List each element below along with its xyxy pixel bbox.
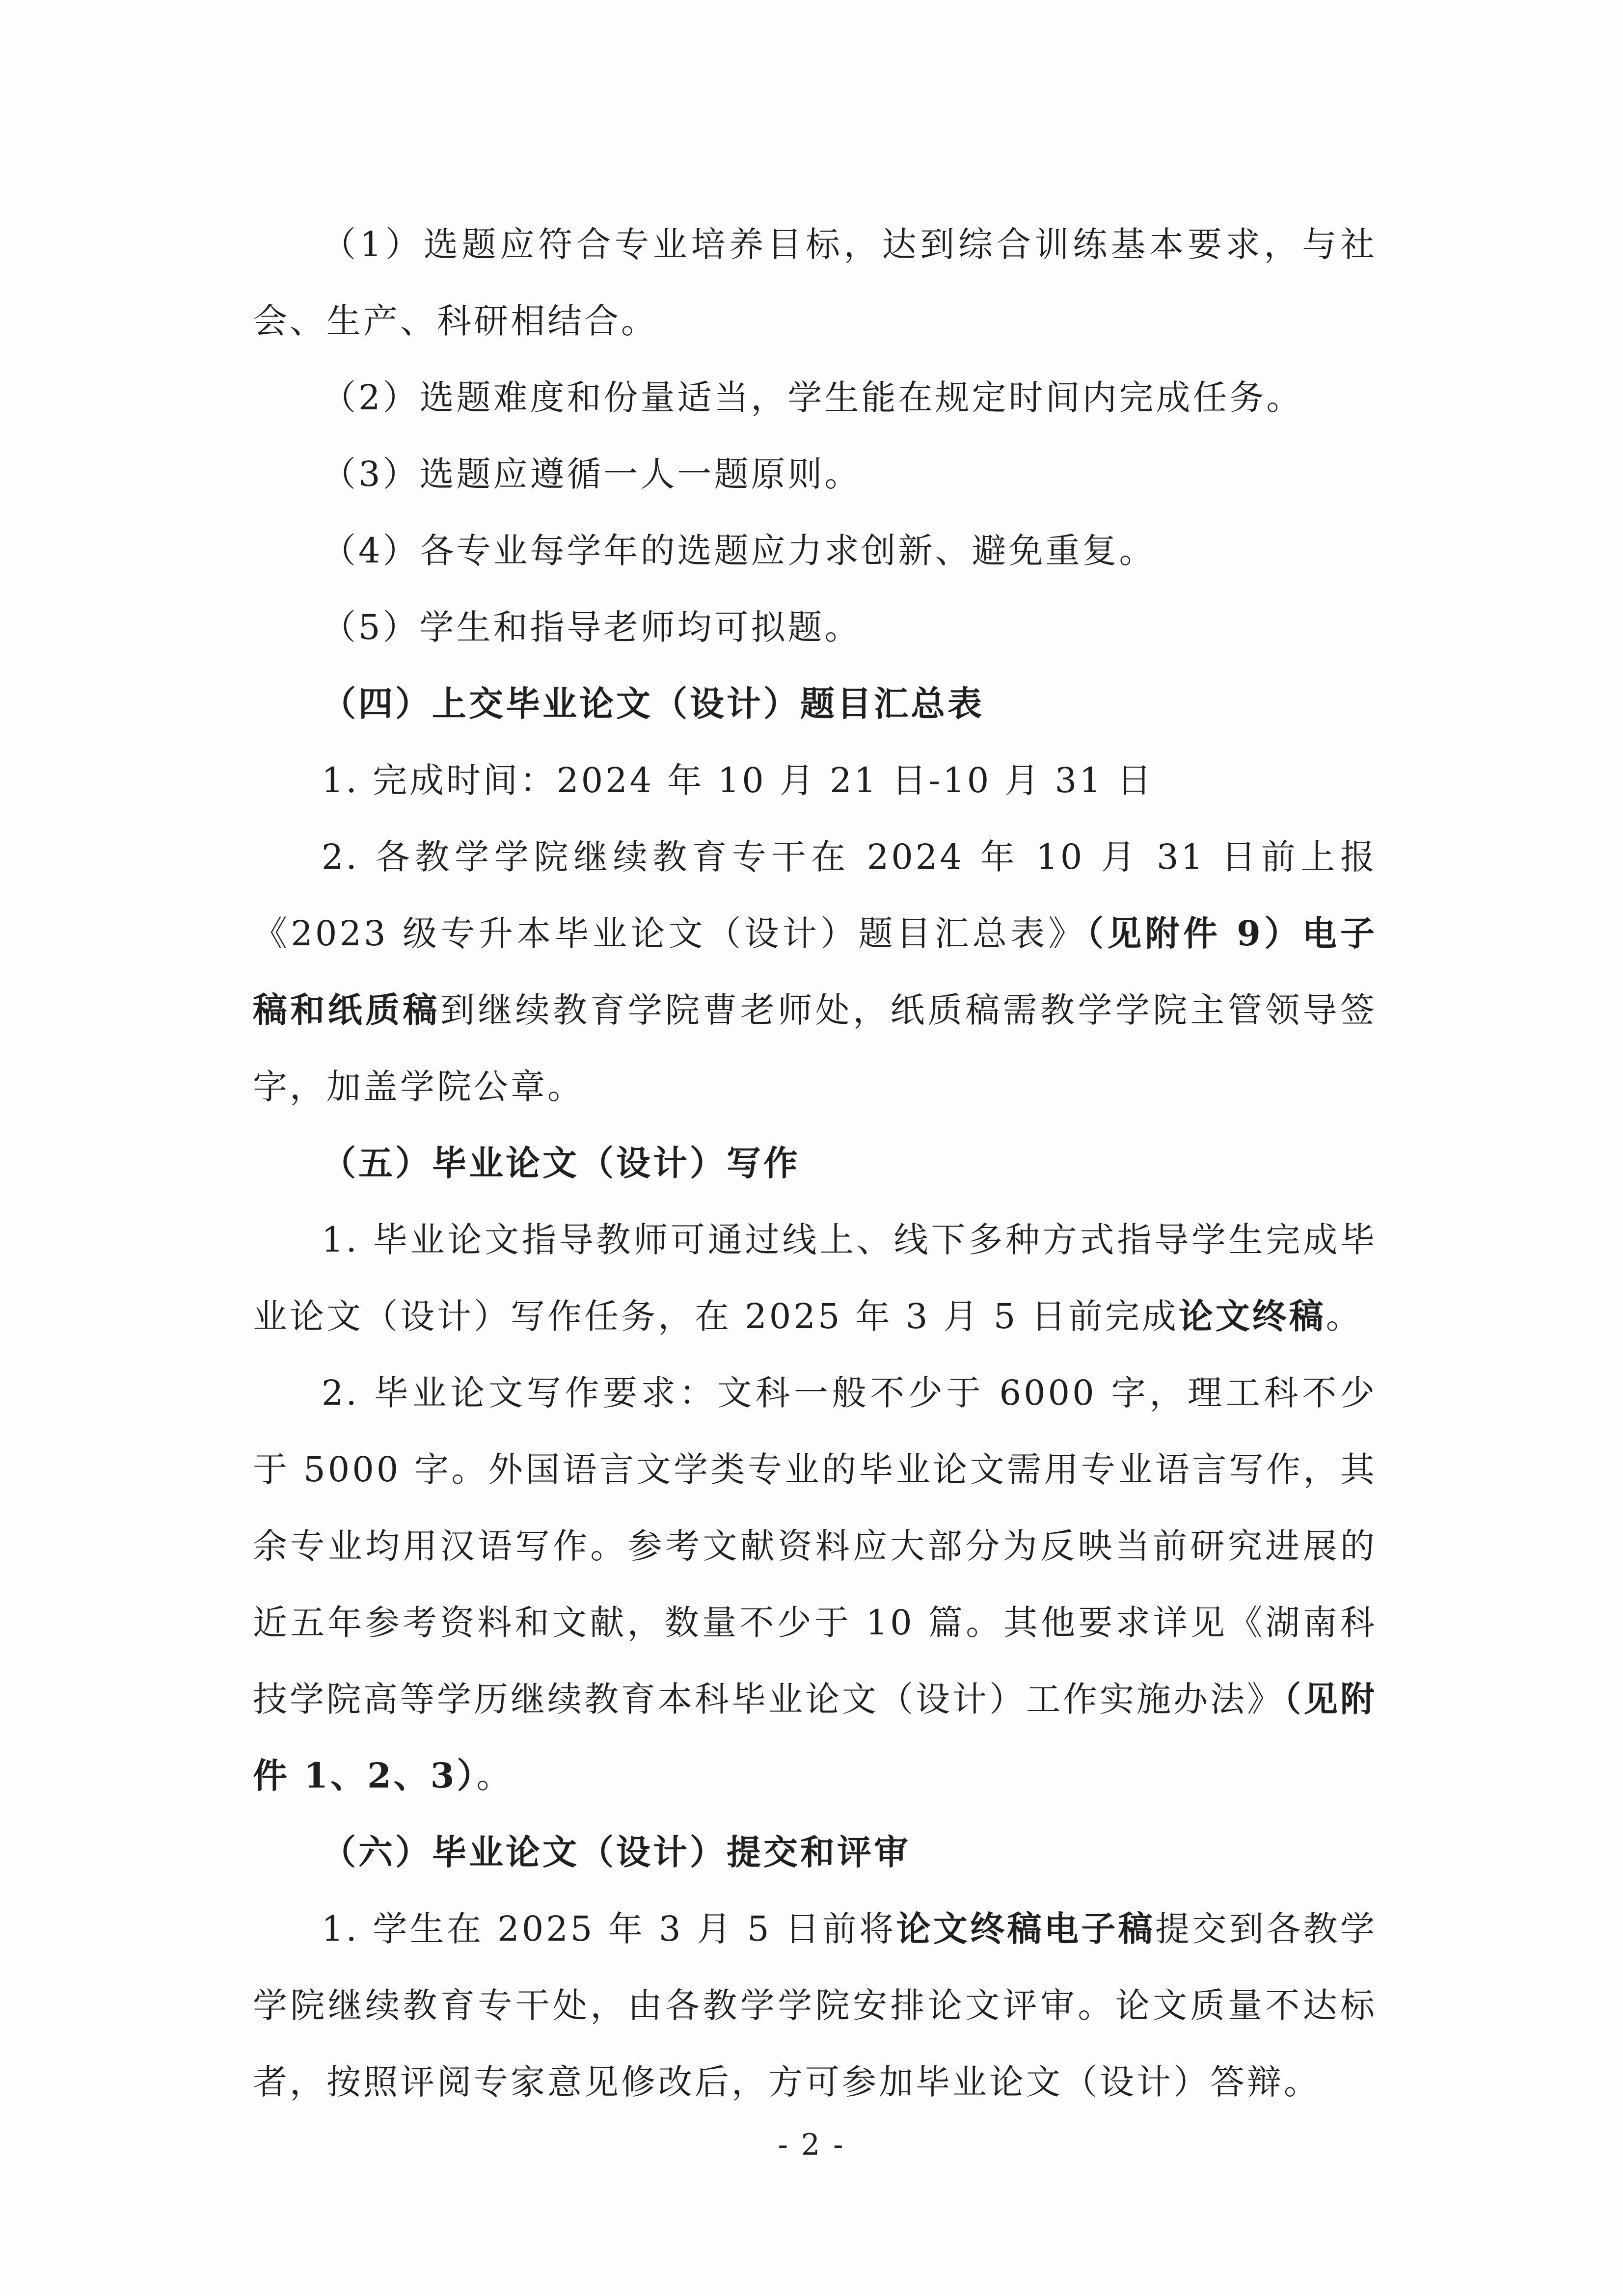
section-heading-6: （六）毕业论文（设计）提交和评审 <box>322 1832 911 1872</box>
section5-item-2-bold: （见附件 1、2、3） <box>253 1679 1377 1796</box>
section6-item-1-text-a: 1. 学生在 2025 年 3 月 5 日前将 <box>322 1909 896 1949</box>
section5-item-2 <box>253 1355 1377 1814</box>
section5-item-2-text-a: 2. 毕业论文写作要求：文科一般不少于 6000 字，理工科不少于 5000 字。外国语言文学类专业的毕业论文需用专业语言写作，其余专业均用汉语写作。参考文献资料应大部分为反映当前研究进展的近五年参考资料和文献，数量不少于 10 篇。其他要求详见《湖南科技学院高等学历继续教育本科毕业论文（设计）工作实施办法》 <box>253 1373 1377 1719</box>
section5-item-1-text-a: 1. 毕业论文指导教师可通过线上、线下多种方式指导学生完成毕业论文（设计）写作任务，在 2025 年 3 月 5 日前完成 <box>253 1220 1377 1336</box>
section-heading-5: （五）毕业论文（设计）写作 <box>322 1143 800 1183</box>
criterion-3: （3）选题应遵循一人一题原则。 <box>322 454 862 494</box>
section4-item-2-text-a: 2. 各教学学院继续教育专干在 2024 年 10 月 31 日前上报《2023 级专升本毕业论文（设计）题目汇总表》 <box>253 837 1377 954</box>
page-number: - 2 - <box>778 2128 845 2162</box>
criterion-4: （4）各专业每学年的选题应力求创新、避免重复。 <box>322 531 1156 571</box>
criterion-5: （5）学生和指导老师均可拟题。 <box>322 607 862 647</box>
criterion-1: （1）选题应符合专业培养目标，达到综合训练基本要求，与社会、生产、科研相结合。 <box>253 224 1377 341</box>
section4-item-2 <box>253 819 1377 1125</box>
section5-item-1 <box>253 1201 1377 1355</box>
section6-item-1-bold: 论文终稿电子稿 <box>896 1908 1156 1949</box>
section6-item-1-text-b: 提交到各教学学院继续教育专干处，由各教学学院安排论文评审。论文质量不达标者，按照评阅专家意见修改后，方可参加毕业论文（设计）答辩。 <box>253 1909 1378 2102</box>
section5-item-1-bold: 论文终稿 <box>1178 1296 1326 1336</box>
section5-item-2-text-b: 。 <box>476 1756 514 1796</box>
section6-item-1 <box>253 1891 1377 2120</box>
section5-item-1-text-b: 。 <box>1325 1296 1363 1336</box>
section4-item-1: 1. 完成时间：2024 年 10 月 21 日-10 月 31 日 <box>322 760 1154 801</box>
section-heading-4: （四）上交毕业论文（设计）题目汇总表 <box>322 683 984 724</box>
section4-item-2-text-b: 到继续教育学院曹老师处，纸质稿需教学学院主管领导签字，加盖学院公章。 <box>253 990 1378 1107</box>
section4-item-2-bold: （见附件 9）电子稿和纸质稿 <box>253 913 1377 1030</box>
criterion-2: （2）选题难度和份量适当，学生能在规定时间内完成任务。 <box>322 377 1303 418</box>
document-body <box>253 206 1377 2120</box>
